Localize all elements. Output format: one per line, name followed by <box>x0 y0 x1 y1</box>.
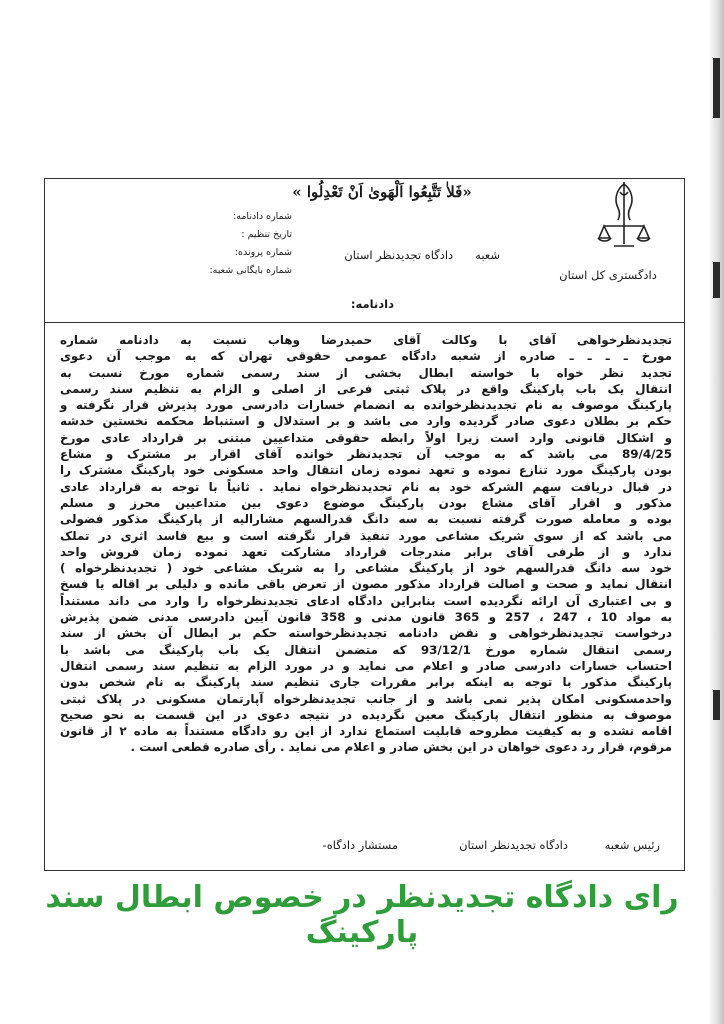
signature-head: رئیس شعبه <box>604 838 660 852</box>
body-line: ندارد و از طرفی آقای برابر مندرجات قرارداد مشارکت تعهد نموده زمان فروش واحد <box>60 544 672 559</box>
scan-edge <box>708 0 724 1024</box>
body-line: بودن پارکینگ مورد تنازع نموده و تعهد نموده زمان انتقال واحد مسکونی خود پارکینگ مشترک را <box>60 463 672 478</box>
body-line: می باشد که از سوی شریک مشاعی مورد تنفیذ قرار نگرفته است و بیع فاسد اثری در تملک <box>60 528 672 543</box>
verdict-body <box>60 332 672 756</box>
body-line: درخواست تجدیدنظرخواهی و نقض دادنامه تجدیدنظرخواسته حکم بر ابطال آن بخش از سند <box>60 626 672 641</box>
meta-verdict-number: شماره دادنامه: <box>233 211 292 222</box>
body-line: موصوف به منظور انتقال پارکینگ معین نگردیده در نتیجه دعوی در این قسمت به نحو صحیح <box>60 707 672 722</box>
body-line: احتساب خسارات دادرسی صادر و اعلام می نماید و در مورد الزام به تنظیم سند رسمی انتقال <box>60 658 672 673</box>
document-meta <box>132 208 292 280</box>
body-line: مذکور و اقرار آقای مشاع بودن پارکینگ موضوع دعوی بین متداعیین محرز و مسلم <box>60 495 672 510</box>
body-line: و اشکال قانونی وارد است زیرا اولاً رابطه حقوقی متداعیین مبتنی بر قرارداد عادی مورخ <box>60 430 672 445</box>
body-line: به مواد 10 ، 247 ، 257 و 365 قانون مدنی و 358 قانون آیین دادرسی مدنی ضمن پذیرش <box>60 610 673 625</box>
judiciary-title: دادگستری کل استان <box>559 268 657 282</box>
caption-title: رای دادگاه تجدیدنظر در خصوص ابطال سند پارکینگ <box>45 880 679 950</box>
body-line: پارکینگ مذکور با توجه به اینکه برابر مقررات جاری تنظیم سند پارکینگ به نام شخص بدون <box>60 675 672 690</box>
body-line: انتقال یک باب پارکینگ واقع در پلاک ثبتی فرعی از اصلی و الزام به تنظیم سند رسمی <box>60 381 672 396</box>
body-line: و بی اعتباری آن ارائه نگردیده است بنابراین دادگاه ادعای تجدیدنظرخواه را وارد می داند مستنداً <box>60 593 672 608</box>
meta-date: تاریخ تنظیم : <box>241 229 292 240</box>
body-line: رسمی انتقال شماره مورخ 93/12/1 که متضمن انتقال یک باب پارکینگ می باشد با <box>60 642 672 657</box>
scan-mark <box>713 58 720 118</box>
body-line: انتقال نماید و صحت و اصالت قرارداد مذکور مصون از تعرض باقی مانده و دلیلی بر اقاله یا فسخ <box>60 577 672 592</box>
signature-advisor: مستشار دادگاه- <box>322 838 398 852</box>
body-line: مورخ ـ ـ ـ ـ صادره از شعبه دادگاه عمومی حقوقی تهران که به موجب آن دعوی <box>60 349 672 364</box>
verdict-label: دادنامه: <box>350 297 394 311</box>
branch-label: شعبه <box>475 248 500 262</box>
body-line: 89/4/25 می باشد که به موجب آن تجدیدنظر خوانده آقای اقرار بر مشترک و مشاع <box>60 447 672 462</box>
body-line: حکم بر بطلان دعوی صادر گردیده وارد می باشد و بر استدلال و استنباط محکمه نخستین خدشه <box>60 414 672 429</box>
body-line: بوده و معامله صورت گرفته نسبت به سه دانگ قدرالسهم مشارالیه از پارکینگ مذکور فضولی <box>60 512 672 527</box>
court-branch-line <box>290 248 500 262</box>
body-line: پارکینگ موصوف به نام تجدیدنظرخوانده به انضمام خسارات دادرسی مورد پذیرش قرار نگرفته و <box>60 398 672 413</box>
scan-mark <box>713 690 720 720</box>
body-line: تجدیدنظرخواهی آقای با وکالت آقای حمیدرضا وهاب نسبت به دادنامه شماره <box>60 333 672 347</box>
iran-emblem-icon <box>596 178 652 252</box>
body-line: واحدمسکونی امکان پذیر نمی باشد و از جانب تجدیدنظرخواه آپارتمان مسکونی در پلاک ثبتی <box>60 691 672 706</box>
body-line: تجدید نظر خواه با خواسته ابطال بخشی از سند رسمی شماره مورخ نسبت به <box>60 365 672 380</box>
scan-mark <box>713 262 720 298</box>
body-line: اقامه نشده و به کیفیت مطروحه قابلیت استماع ندارد از این رو دادگاه مستنداً به ماده ۲ از قانون <box>60 724 672 739</box>
body-line: در قبال دریافت سهم الشرکه خود به نام تجدیدنظرخواه نماید . ثانیاً با توجه به قرارداد عادی <box>60 479 672 494</box>
court-name: دادگاه تجدیدنظر استان <box>344 248 454 262</box>
body-line: مرقوم، قرار رد دعوی خواهان در این بخش صادر و اعلام می نماید . رأی صادره قطعی است . <box>130 740 672 755</box>
signature-court: دادگاه تجدیدنظر استان <box>459 838 568 852</box>
header-divider <box>44 322 685 323</box>
body-line: خود سه دانگ قدرالسهم خود از پارکینگ مشاعی را به شریک مشاعی خود ( تجدیدنظرخواه ) <box>60 561 672 576</box>
meta-archive-number: شماره بایگانی شعبه: <box>209 265 292 276</box>
quran-verse: «فَلاٰ تَتَّبِعُوا اَلْهَوىٰ اَنْ تَعْدِلُوا » <box>292 183 472 201</box>
meta-case-number: شماره پرونده: <box>234 247 292 258</box>
